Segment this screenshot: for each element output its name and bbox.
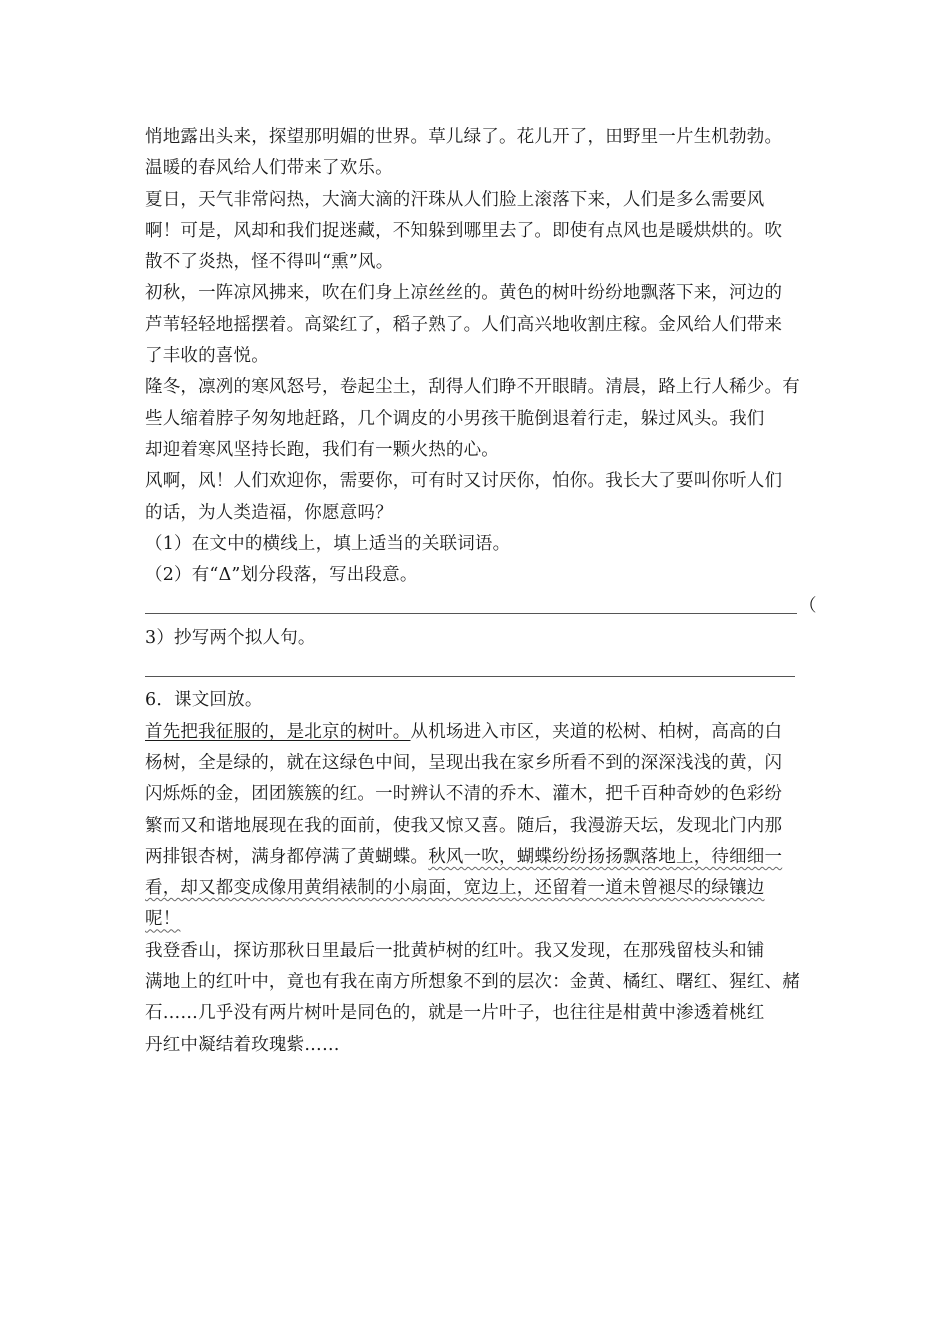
passage-line: 风啊，风！人们欢迎你，需要你，可有时又讨厌你，怕你。我长大了要叫你听人们 bbox=[145, 471, 783, 492]
passage-line: 初秋，一阵凉风拂来，吹在们身上凉丝丝的。黄色的树叶纷纷地飘落下来，河边的 bbox=[145, 283, 783, 304]
passage-line: 却迎着寒风坚持长跑，我们有一颗火热的心。 bbox=[145, 439, 499, 460]
passage-line: 温暖的春风给人们带来了欢乐。 bbox=[145, 158, 393, 179]
question-2: （2）有“Δ”划分段落，写出段意。 bbox=[145, 565, 418, 586]
document-content bbox=[145, 122, 817, 1061]
passage-line bbox=[145, 873, 813, 904]
answer-blank-line[interactable] bbox=[145, 591, 817, 622]
question-3: 3）抄写两个拟人句。 bbox=[145, 627, 316, 648]
passage-line bbox=[145, 904, 813, 935]
passage-line: 石……几乎没有两片树叶是同色的，就是一片叶子，也往往是柑黄中渗透着桃红 bbox=[145, 1003, 765, 1024]
passage-text: 从机场进入市区，夹道的松树、柏树，高高的白 bbox=[410, 721, 783, 742]
passage-line: 芦苇轻轻地摇摆着。高粱红了，稻子熟了。人们高兴地收割庄稼。金风给人们带来 bbox=[145, 314, 783, 335]
passage-line: 啊！可是，风却和我们捉迷藏，不知躲到哪里去了。即使有点风也是暖烘烘的。吹 bbox=[145, 220, 783, 241]
passage-line: 丹红中凝结着玫瑰紫…… bbox=[145, 1034, 340, 1055]
passage-line bbox=[145, 842, 813, 873]
passage-line: 我登香山，探访那秋日里最后一批黄栌树的红叶。我又发现，在那残留枝头和铺 bbox=[145, 940, 765, 961]
passage-text: 两排银杏树，满身都停满了黄蝴蝶。 bbox=[145, 846, 429, 867]
answer-underline bbox=[145, 676, 795, 677]
passage-beijing-leaves bbox=[145, 717, 813, 1061]
passage-line bbox=[145, 717, 813, 748]
passage-line: 夏日，天气非常闷热，大滴大滴的汗珠从人们脸上滚落下来，人们是多么需要风 bbox=[145, 189, 765, 210]
passage-line: 隆冬，凛冽的寒风怒号，卷起尘土，刮得人们睁不开眼睛。清晨，路上行人稀少。有 bbox=[145, 377, 800, 398]
passage-line: 闪烁烁的金，团团簇簇的红。一时辨认不清的乔木、灌木，把千百种奇妙的色彩纷 bbox=[145, 784, 783, 805]
passage-wind bbox=[145, 122, 813, 529]
wavy-underlined-text: 看，却又都变成像用黄绢裱制的小扇面，宽边上，还留着一道未曾褪尽的绿镶边 bbox=[145, 878, 765, 899]
wavy-underlined-text: 秋风一吹，蝴蝶纷纷扬扬飘落地上，待细细一 bbox=[428, 846, 783, 867]
question-3-paren: （ bbox=[799, 596, 817, 617]
question-1: （1）在文中的横线上，填上适当的关联词语。 bbox=[145, 533, 511, 554]
passage-line: 满地上的红叶中，竟也有我在南方所想象不到的层次：金黄、橘红、曙红、猩红、赭 bbox=[145, 972, 800, 993]
section-6-title: 6．课文回放。 bbox=[145, 690, 263, 711]
passage-line: 散不了炎热，怪不得叫“熏”风。 bbox=[145, 252, 394, 273]
passage-line: 繁而又和谐地展现在我的面前，使我又惊又喜。随后，我漫游天坛，发现北门内那 bbox=[145, 815, 783, 836]
passage-line: 了丰收的喜悦。 bbox=[145, 346, 269, 367]
passage-line: 的话，为人类造福，你愿意吗？ bbox=[145, 502, 393, 523]
wavy-underlined-text: 呢！ bbox=[145, 909, 181, 930]
passage-line: 悄地露出头来，探望那明媚的世界。草儿绿了。花儿开了，田野里一片生机勃勃。 bbox=[145, 127, 783, 147]
passage-line: 些人缩着脖子匆匆地赶路，几个调皮的小男孩干脆倒退着行走，躲过风头。我们 bbox=[145, 408, 765, 429]
passage-line: 杨树，全是绿的，就在这绿色中间，呈现出我在家乡所看不到的深深浅浅的黄，闪 bbox=[145, 752, 783, 773]
underlined-sentence: 首先把我征服的，是北京的树叶。 bbox=[145, 721, 411, 742]
answer-blank-line[interactable] bbox=[145, 654, 813, 685]
answer-underline bbox=[145, 613, 797, 614]
